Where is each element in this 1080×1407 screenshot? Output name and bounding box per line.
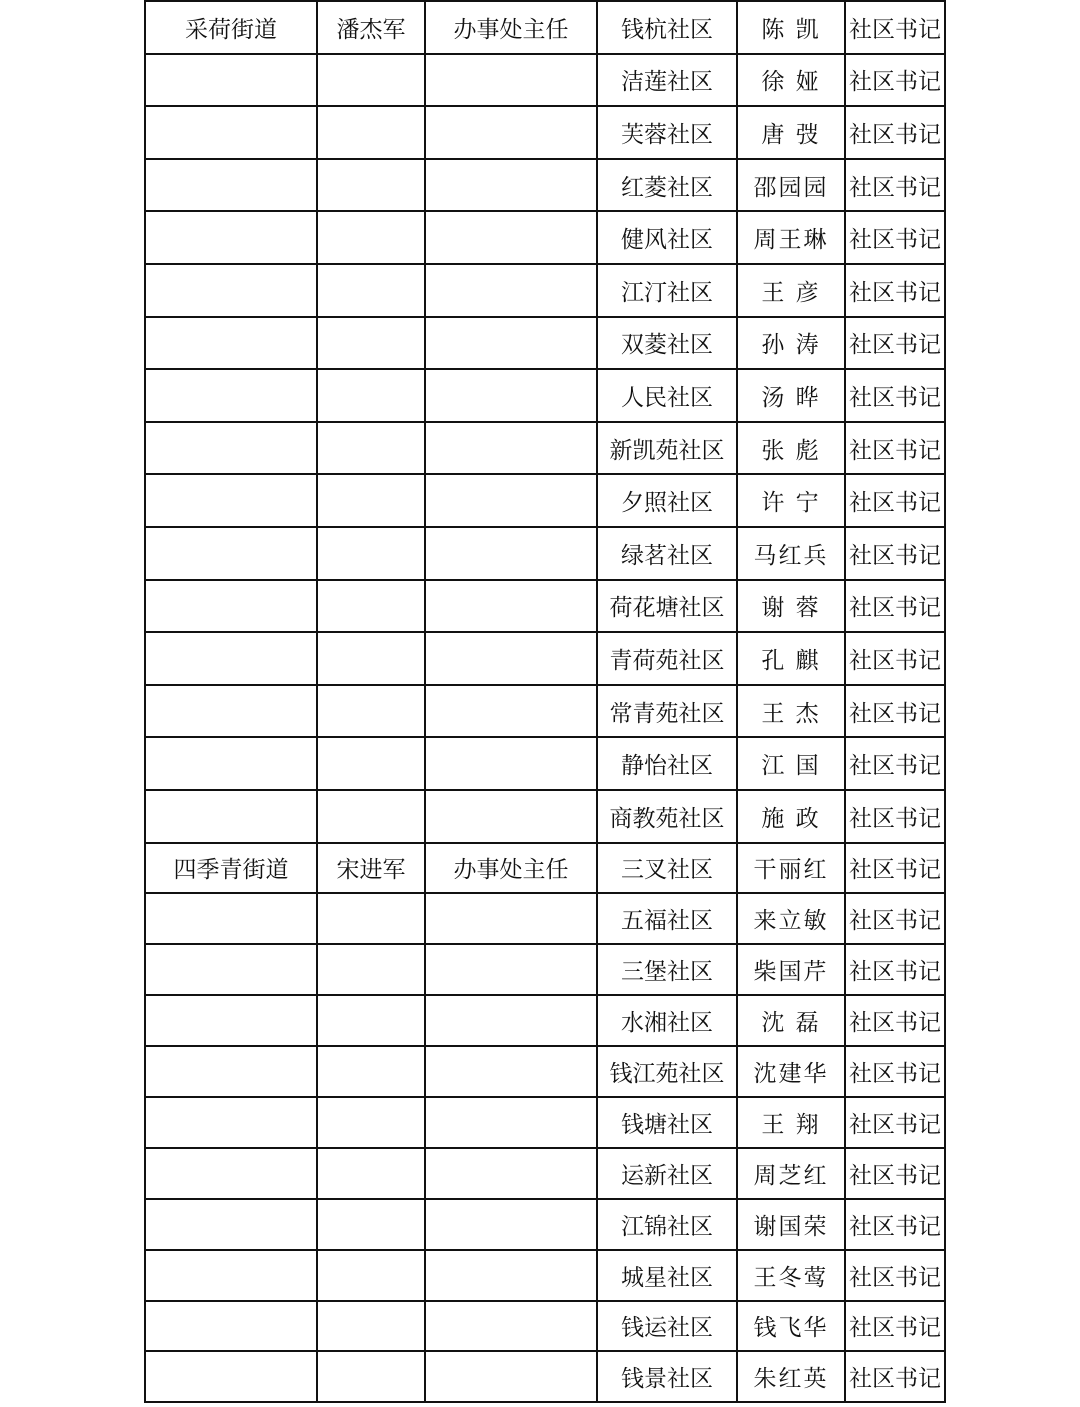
street-cell bbox=[145, 893, 317, 944]
street-cell bbox=[145, 944, 317, 995]
community-cell: 常青苑社区 bbox=[597, 685, 737, 738]
community-cell: 商教苑社区 bbox=[597, 790, 737, 843]
table-row bbox=[145, 1046, 945, 1097]
street-cell bbox=[145, 632, 317, 685]
street-cell bbox=[145, 685, 317, 738]
leader-cell bbox=[317, 422, 425, 475]
table-row bbox=[145, 159, 945, 212]
role-cell: 社区书记 bbox=[845, 1351, 945, 1402]
table-row bbox=[145, 893, 945, 944]
leader-title-cell bbox=[425, 1199, 597, 1250]
leader-title-cell bbox=[425, 1046, 597, 1097]
leader-title-cell bbox=[425, 159, 597, 212]
table-row bbox=[145, 369, 945, 422]
community-cell: 静怡社区 bbox=[597, 737, 737, 790]
street-cell bbox=[145, 1046, 317, 1097]
leader-cell bbox=[317, 1250, 425, 1301]
community-cell: 荷花塘社区 bbox=[597, 580, 737, 633]
role-cell: 社区书记 bbox=[845, 632, 945, 685]
role-cell: 社区书记 bbox=[845, 1046, 945, 1097]
role-cell: 社区书记 bbox=[845, 106, 945, 159]
community-cell: 绿茗社区 bbox=[597, 527, 737, 580]
street-cell bbox=[145, 264, 317, 317]
secretary-cell: 许 宁 bbox=[737, 474, 845, 527]
leader-cell bbox=[317, 632, 425, 685]
street-cell bbox=[145, 580, 317, 633]
street-cell bbox=[145, 1351, 317, 1402]
street-cell: 四季青街道 bbox=[145, 843, 317, 894]
leader-cell bbox=[317, 527, 425, 580]
community-cell: 夕照社区 bbox=[597, 474, 737, 527]
street-cell bbox=[145, 317, 317, 370]
role-cell: 社区书记 bbox=[845, 995, 945, 1046]
table-row bbox=[145, 685, 945, 738]
leader-title-cell bbox=[425, 1301, 597, 1352]
leader-cell bbox=[317, 159, 425, 212]
street-cell bbox=[145, 211, 317, 264]
roster-sheet bbox=[144, 0, 946, 1403]
secretary-cell: 朱红英 bbox=[737, 1351, 845, 1402]
community-cell: 钱景社区 bbox=[597, 1351, 737, 1402]
leader-title-cell bbox=[425, 737, 597, 790]
community-cell: 城星社区 bbox=[597, 1250, 737, 1301]
community-cell: 芙蓉社区 bbox=[597, 106, 737, 159]
secretary-cell: 王 彦 bbox=[737, 264, 845, 317]
leader-title-cell bbox=[425, 580, 597, 633]
role-cell: 社区书记 bbox=[845, 1148, 945, 1199]
secretary-cell: 周芝红 bbox=[737, 1148, 845, 1199]
leader-title-cell bbox=[425, 1351, 597, 1402]
secretary-cell: 谢 蓉 bbox=[737, 580, 845, 633]
leader-cell bbox=[317, 369, 425, 422]
leader-cell bbox=[317, 264, 425, 317]
community-cell: 新凯苑社区 bbox=[597, 422, 737, 475]
role-cell: 社区书记 bbox=[845, 527, 945, 580]
table-row bbox=[145, 790, 945, 843]
secretary-cell: 王 翔 bbox=[737, 1097, 845, 1148]
leader-title-cell bbox=[425, 685, 597, 738]
street-cell bbox=[145, 995, 317, 1046]
secretary-cell: 汤 晔 bbox=[737, 369, 845, 422]
community-cell: 江锦社区 bbox=[597, 1199, 737, 1250]
community-cell: 红菱社区 bbox=[597, 159, 737, 212]
role-cell: 社区书记 bbox=[845, 211, 945, 264]
leader-cell bbox=[317, 737, 425, 790]
secretary-cell: 邵园园 bbox=[737, 159, 845, 212]
street-cell bbox=[145, 106, 317, 159]
leader-title-cell bbox=[425, 632, 597, 685]
roster-table bbox=[144, 0, 946, 1403]
secretary-cell: 张 彪 bbox=[737, 422, 845, 475]
community-cell: 健风社区 bbox=[597, 211, 737, 264]
community-cell: 洁莲社区 bbox=[597, 54, 737, 107]
leader-cell bbox=[317, 1199, 425, 1250]
table-row bbox=[145, 54, 945, 107]
table-row bbox=[145, 580, 945, 633]
secretary-cell: 徐 娅 bbox=[737, 54, 845, 107]
street-cell bbox=[145, 790, 317, 843]
secretary-cell: 王 杰 bbox=[737, 685, 845, 738]
street-cell bbox=[145, 737, 317, 790]
leader-title-cell bbox=[425, 211, 597, 264]
table-row bbox=[145, 1351, 945, 1402]
secretary-cell: 马红兵 bbox=[737, 527, 845, 580]
leader-cell bbox=[317, 1046, 425, 1097]
secretary-cell: 沈建华 bbox=[737, 1046, 845, 1097]
table-row bbox=[145, 317, 945, 370]
secretary-cell: 孔 麒 bbox=[737, 632, 845, 685]
street-cell bbox=[145, 1301, 317, 1352]
street-cell: 采荷街道 bbox=[145, 1, 317, 54]
leader-title-cell bbox=[425, 422, 597, 475]
role-cell: 社区书记 bbox=[845, 944, 945, 995]
table-row bbox=[145, 1250, 945, 1301]
community-cell: 青荷苑社区 bbox=[597, 632, 737, 685]
street-cell bbox=[145, 1148, 317, 1199]
secretary-cell: 江 国 bbox=[737, 737, 845, 790]
role-cell: 社区书记 bbox=[845, 317, 945, 370]
secretary-cell: 周王琳 bbox=[737, 211, 845, 264]
secretary-cell: 干丽红 bbox=[737, 843, 845, 894]
community-cell: 三堡社区 bbox=[597, 944, 737, 995]
street-cell bbox=[145, 527, 317, 580]
secretary-cell: 孙 涛 bbox=[737, 317, 845, 370]
community-cell: 三叉社区 bbox=[597, 843, 737, 894]
community-cell: 运新社区 bbox=[597, 1148, 737, 1199]
leader-title-cell bbox=[425, 527, 597, 580]
roster-body bbox=[145, 1, 945, 1402]
table-row bbox=[145, 995, 945, 1046]
street-cell bbox=[145, 422, 317, 475]
table-row bbox=[145, 264, 945, 317]
leader-cell bbox=[317, 1351, 425, 1402]
leader-title-cell bbox=[425, 1097, 597, 1148]
street-cell bbox=[145, 1097, 317, 1148]
role-cell: 社区书记 bbox=[845, 1, 945, 54]
leader-title-cell bbox=[425, 1148, 597, 1199]
community-cell: 水湘社区 bbox=[597, 995, 737, 1046]
role-cell: 社区书记 bbox=[845, 685, 945, 738]
secretary-cell: 来立敏 bbox=[737, 893, 845, 944]
community-cell: 钱江苑社区 bbox=[597, 1046, 737, 1097]
leader-cell bbox=[317, 317, 425, 370]
leader-cell bbox=[317, 893, 425, 944]
street-cell bbox=[145, 54, 317, 107]
table-row bbox=[145, 474, 945, 527]
secretary-cell: 柴国芹 bbox=[737, 944, 845, 995]
table-row bbox=[145, 527, 945, 580]
street-cell bbox=[145, 1250, 317, 1301]
community-cell: 人民社区 bbox=[597, 369, 737, 422]
role-cell: 社区书记 bbox=[845, 159, 945, 212]
table-row bbox=[145, 632, 945, 685]
leader-cell bbox=[317, 944, 425, 995]
leader-cell bbox=[317, 1301, 425, 1352]
leader-title-cell bbox=[425, 106, 597, 159]
leader-title-cell: 办事处主任 bbox=[425, 843, 597, 894]
community-cell: 钱杭社区 bbox=[597, 1, 737, 54]
leader-cell bbox=[317, 474, 425, 527]
leader-cell: 潘杰军 bbox=[317, 1, 425, 54]
secretary-cell: 谢国荣 bbox=[737, 1199, 845, 1250]
table-row bbox=[145, 1199, 945, 1250]
table-row bbox=[145, 737, 945, 790]
leader-title-cell bbox=[425, 944, 597, 995]
secretary-cell: 施 政 bbox=[737, 790, 845, 843]
leader-cell bbox=[317, 995, 425, 1046]
leader-title-cell: 办事处主任 bbox=[425, 1, 597, 54]
table-row bbox=[145, 422, 945, 475]
leader-cell bbox=[317, 1148, 425, 1199]
secretary-cell: 钱飞华 bbox=[737, 1301, 845, 1352]
table-row bbox=[145, 106, 945, 159]
role-cell: 社区书记 bbox=[845, 422, 945, 475]
role-cell: 社区书记 bbox=[845, 54, 945, 107]
leader-cell bbox=[317, 685, 425, 738]
street-cell bbox=[145, 1199, 317, 1250]
community-cell: 钱塘社区 bbox=[597, 1097, 737, 1148]
leader-cell bbox=[317, 790, 425, 843]
leader-title-cell bbox=[425, 790, 597, 843]
street-cell bbox=[145, 159, 317, 212]
table-row bbox=[145, 211, 945, 264]
role-cell: 社区书记 bbox=[845, 1097, 945, 1148]
role-cell: 社区书记 bbox=[845, 474, 945, 527]
role-cell: 社区书记 bbox=[845, 1250, 945, 1301]
role-cell: 社区书记 bbox=[845, 264, 945, 317]
role-cell: 社区书记 bbox=[845, 893, 945, 944]
leader-title-cell bbox=[425, 893, 597, 944]
leader-title-cell bbox=[425, 474, 597, 527]
leader-title-cell bbox=[425, 54, 597, 107]
street-cell bbox=[145, 369, 317, 422]
leader-cell bbox=[317, 54, 425, 107]
table-row bbox=[145, 1097, 945, 1148]
community-cell: 江汀社区 bbox=[597, 264, 737, 317]
leader-title-cell bbox=[425, 369, 597, 422]
table-row bbox=[145, 944, 945, 995]
table-row bbox=[145, 1148, 945, 1199]
role-cell: 社区书记 bbox=[845, 737, 945, 790]
table-row bbox=[145, 1301, 945, 1352]
leader-title-cell bbox=[425, 317, 597, 370]
secretary-cell: 唐 弢 bbox=[737, 106, 845, 159]
secretary-cell: 陈 凯 bbox=[737, 1, 845, 54]
table-row bbox=[145, 1, 945, 54]
leader-cell bbox=[317, 211, 425, 264]
leader-title-cell bbox=[425, 1250, 597, 1301]
role-cell: 社区书记 bbox=[845, 369, 945, 422]
role-cell: 社区书记 bbox=[845, 1199, 945, 1250]
leader-title-cell bbox=[425, 264, 597, 317]
leader-cell: 宋进军 bbox=[317, 843, 425, 894]
role-cell: 社区书记 bbox=[845, 580, 945, 633]
secretary-cell: 沈 磊 bbox=[737, 995, 845, 1046]
leader-cell bbox=[317, 580, 425, 633]
leader-cell bbox=[317, 106, 425, 159]
community-cell: 钱运社区 bbox=[597, 1301, 737, 1352]
community-cell: 双菱社区 bbox=[597, 317, 737, 370]
secretary-cell: 王冬莺 bbox=[737, 1250, 845, 1301]
role-cell: 社区书记 bbox=[845, 1301, 945, 1352]
leader-title-cell bbox=[425, 995, 597, 1046]
role-cell: 社区书记 bbox=[845, 790, 945, 843]
community-cell: 五福社区 bbox=[597, 893, 737, 944]
table-row bbox=[145, 843, 945, 894]
role-cell: 社区书记 bbox=[845, 843, 945, 894]
street-cell bbox=[145, 474, 317, 527]
leader-cell bbox=[317, 1097, 425, 1148]
